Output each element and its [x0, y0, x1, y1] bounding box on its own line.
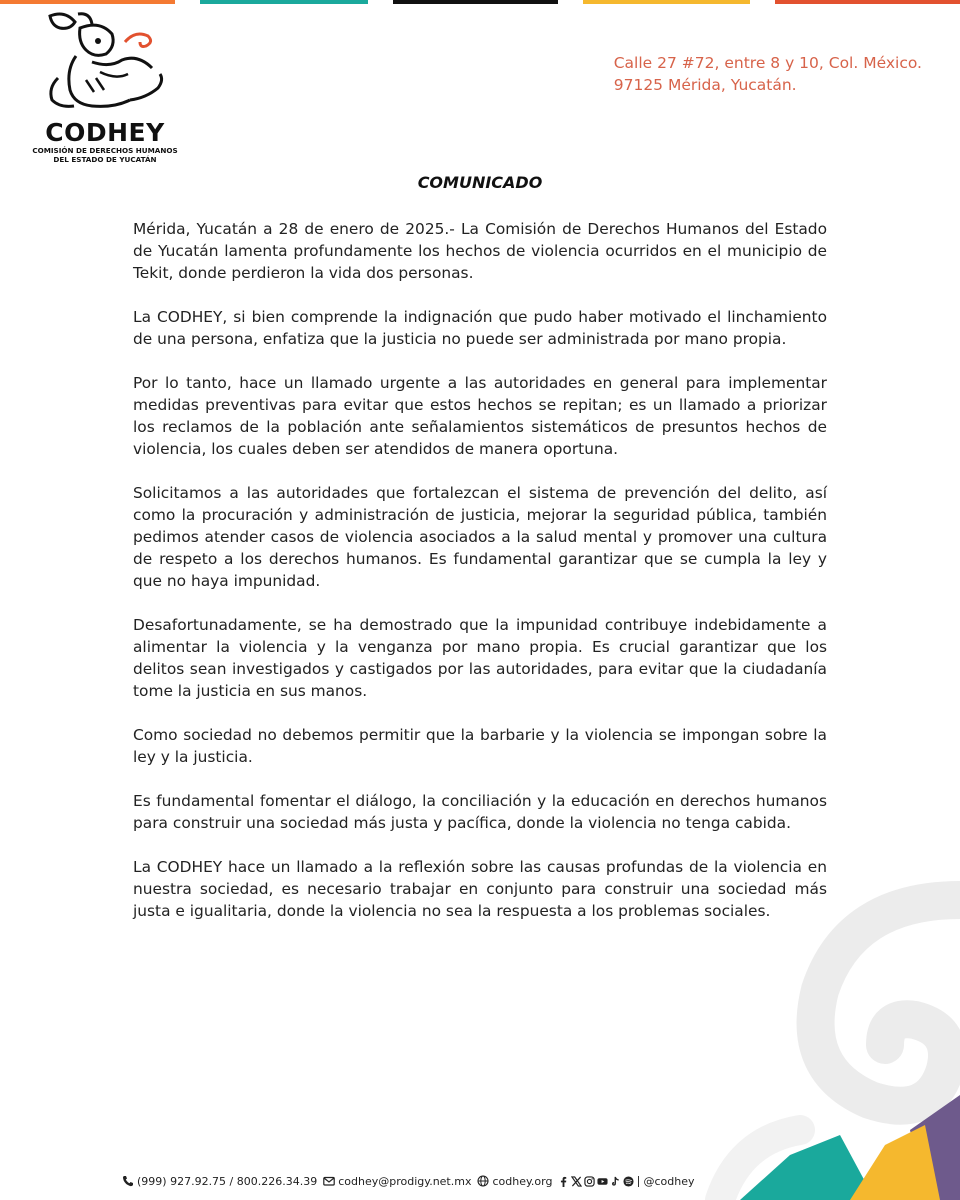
- globe-icon: [477, 1175, 489, 1187]
- footer-social-handle[interactable]: @codhey: [643, 1174, 695, 1188]
- address-line2: 97125 Mérida, Yucatán.: [613, 76, 797, 94]
- social-icons: [558, 1176, 639, 1187]
- top-bar-red: [775, 0, 960, 4]
- mail-icon: [323, 1175, 335, 1187]
- address-block: [614, 52, 922, 96]
- paragraph: Por lo tanto, hace un llamado urgente a las autoridades en general para implementar medidas preventivas para evitar que estos hechos se repitan; es un llamado a priorizar los reclamos de la población ante señalamientos sistemáticos de presuntos hechos de violencia, los cuales deben ser atendidos de manera oportuna.: [133, 374, 827, 458]
- brand-name: CODHEY: [45, 118, 165, 147]
- decorative-corner-graphic: [700, 880, 960, 1200]
- footer-contact: [122, 1170, 694, 1192]
- phone-icon: [122, 1175, 134, 1187]
- paragraph: La CODHEY, si bien comprende la indignación que pudo haber motivado el linchamiento de una persona, enfatiza que la justicia no puede ser administrada por mano propia.: [133, 308, 827, 348]
- top-bar-teal: [200, 0, 368, 4]
- instagram-icon[interactable]: [584, 1176, 595, 1187]
- top-bar-black: [393, 0, 558, 4]
- spotify-icon[interactable]: [623, 1176, 634, 1187]
- paragraph: Solicitamos a las autoridades que fortalezcan el sistema de prevención del delito, así como la procuración y administración de justicia, mejorar la seguridad pública, también pedimos atender casos de violencia asociados a la salud mental y promover una cultura de respeto a los derechos humanos. Es fundamental garantizar que se cumpla la ley y que no haya impunidad.: [133, 484, 827, 590]
- youtube-icon[interactable]: [597, 1176, 608, 1187]
- paragraph: Como sociedad no debemos permitir que la barbarie y la violencia se impongan sobre la ley y la justicia.: [133, 726, 827, 766]
- x-icon[interactable]: [571, 1176, 582, 1187]
- top-bar-orange: [0, 0, 175, 4]
- document-title: COMUNICADO: [417, 173, 543, 192]
- document-body: [133, 218, 827, 944]
- brand-subtitle-line2: DEL ESTADO DE YUCATÁN: [53, 155, 157, 164]
- paragraph: Es fundamental fomentar el diálogo, la conciliación y la educación en derechos humanos para construir una sociedad más justa y pacífica, donde la violencia no tenga cabida.: [133, 792, 827, 832]
- codhey-logo: [30, 8, 180, 164]
- paragraph: La CODHEY hace un llamado a la reflexión sobre las causas profundas de la violencia en nuestra sociedad, es necesario trabajar en conjunto para construir una sociedad más justa e igualitaria, donde la violencia no sea la respuesta a los problemas sociales.: [133, 858, 827, 920]
- footer-phone: (999) 927.92.75 / 800.226.34.39: [137, 1174, 318, 1188]
- address-line1: Calle 27 #72, entre 8 y 10, Col. México.: [613, 54, 922, 72]
- brand-subtitle-line1: COMISIÓN DE DERECHOS HUMANOS: [32, 146, 178, 155]
- facebook-icon[interactable]: [558, 1176, 569, 1187]
- footer-website[interactable]: codhey.org: [492, 1174, 553, 1188]
- footer-email[interactable]: codhey@prodigy.net.mx: [338, 1174, 472, 1188]
- top-bar-yellow: [583, 0, 750, 4]
- tiktok-icon[interactable]: [610, 1176, 621, 1187]
- mayan-figure-icon: [30, 8, 180, 118]
- paragraph: Desafortunadamente, se ha demostrado que la impunidad contribuye indebidamente a alimentar la violencia y la venganza por mano propia. Es crucial garantizar que los delitos sean investigados y castigados por las autoridades, para evitar que la ciudadanía tome la justicia en sus manos.: [133, 616, 827, 700]
- paragraph: Mérida, Yucatán a 28 de enero de 2025.- La Comisión de Derechos Humanos del Estado de Yucatán lamenta profundamente los hechos de violencia ocurridos en el municipio de Tekit, donde perdieron la vida dos personas.: [133, 220, 827, 282]
